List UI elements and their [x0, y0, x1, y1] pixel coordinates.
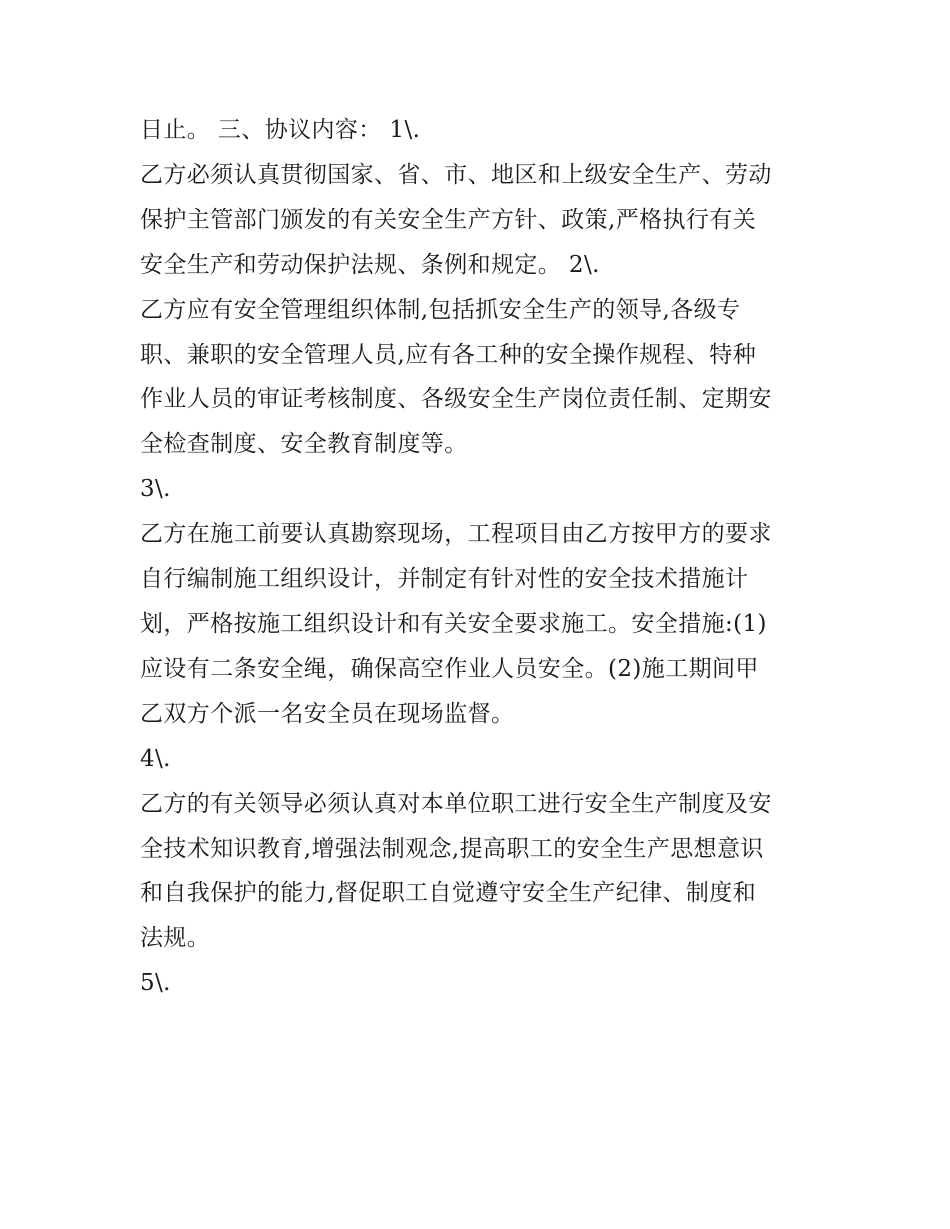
- text-line: 应设有二条安全绳，确保高空作业人员安全。(2)施工期间甲: [140, 655, 759, 682]
- text-line: 日止。 三、协议内容： 1\.: [140, 117, 421, 143]
- text-line: 法规。: [140, 925, 211, 952]
- text-line: 安全生产和劳动保护法规、条例和规定。 2\.: [140, 251, 600, 278]
- text-line: 职、兼职的安全管理人员,应有各工种的安全操作规程、特种: [140, 341, 757, 368]
- text-line: 划，严格按施工组织设计和有关安全要求施工。安全措施:(1): [140, 610, 767, 637]
- document-body: [140, 108, 820, 1006]
- text-line: 乙方的有关领导必须认真对本单位职工进行安全生产制度及安: [140, 790, 772, 817]
- text-line: 4\.: [140, 745, 171, 772]
- text-line: 全技术知识教育,增强法制观念,提高职工的安全生产思想意识: [140, 835, 764, 862]
- text-line: 作业人员的审证考核制度、各级安全生产岗位责任制、定期安: [140, 386, 772, 413]
- text-line: 乙方必须认真贯彻国家、省、市、地区和上级安全生产、劳动: [140, 161, 772, 188]
- text-line: 乙双方个派一名安全员在现场监督。: [140, 700, 515, 727]
- text-line: 和自我保护的能力,督促职工自觉遵守安全生产纪律、制度和: [140, 880, 757, 907]
- text-line: 保护主管部门颁发的有关安全生产方针、政策,严格执行有关: [140, 206, 757, 233]
- text-line: 全检查制度、安全教育制度等。: [140, 431, 468, 458]
- text-line: 自行编制施工组织设计，并制定有针对性的安全技术措施计: [140, 566, 749, 593]
- text-line: 乙方在施工前要认真勘察现场，工程项目由乙方按甲方的要求: [140, 521, 772, 548]
- text-line: 3\.: [140, 476, 171, 503]
- text-line: 5\.: [140, 970, 171, 997]
- text-line: 乙方应有安全管理组织体制,包括抓安全生产的领导,各级专: [140, 296, 741, 323]
